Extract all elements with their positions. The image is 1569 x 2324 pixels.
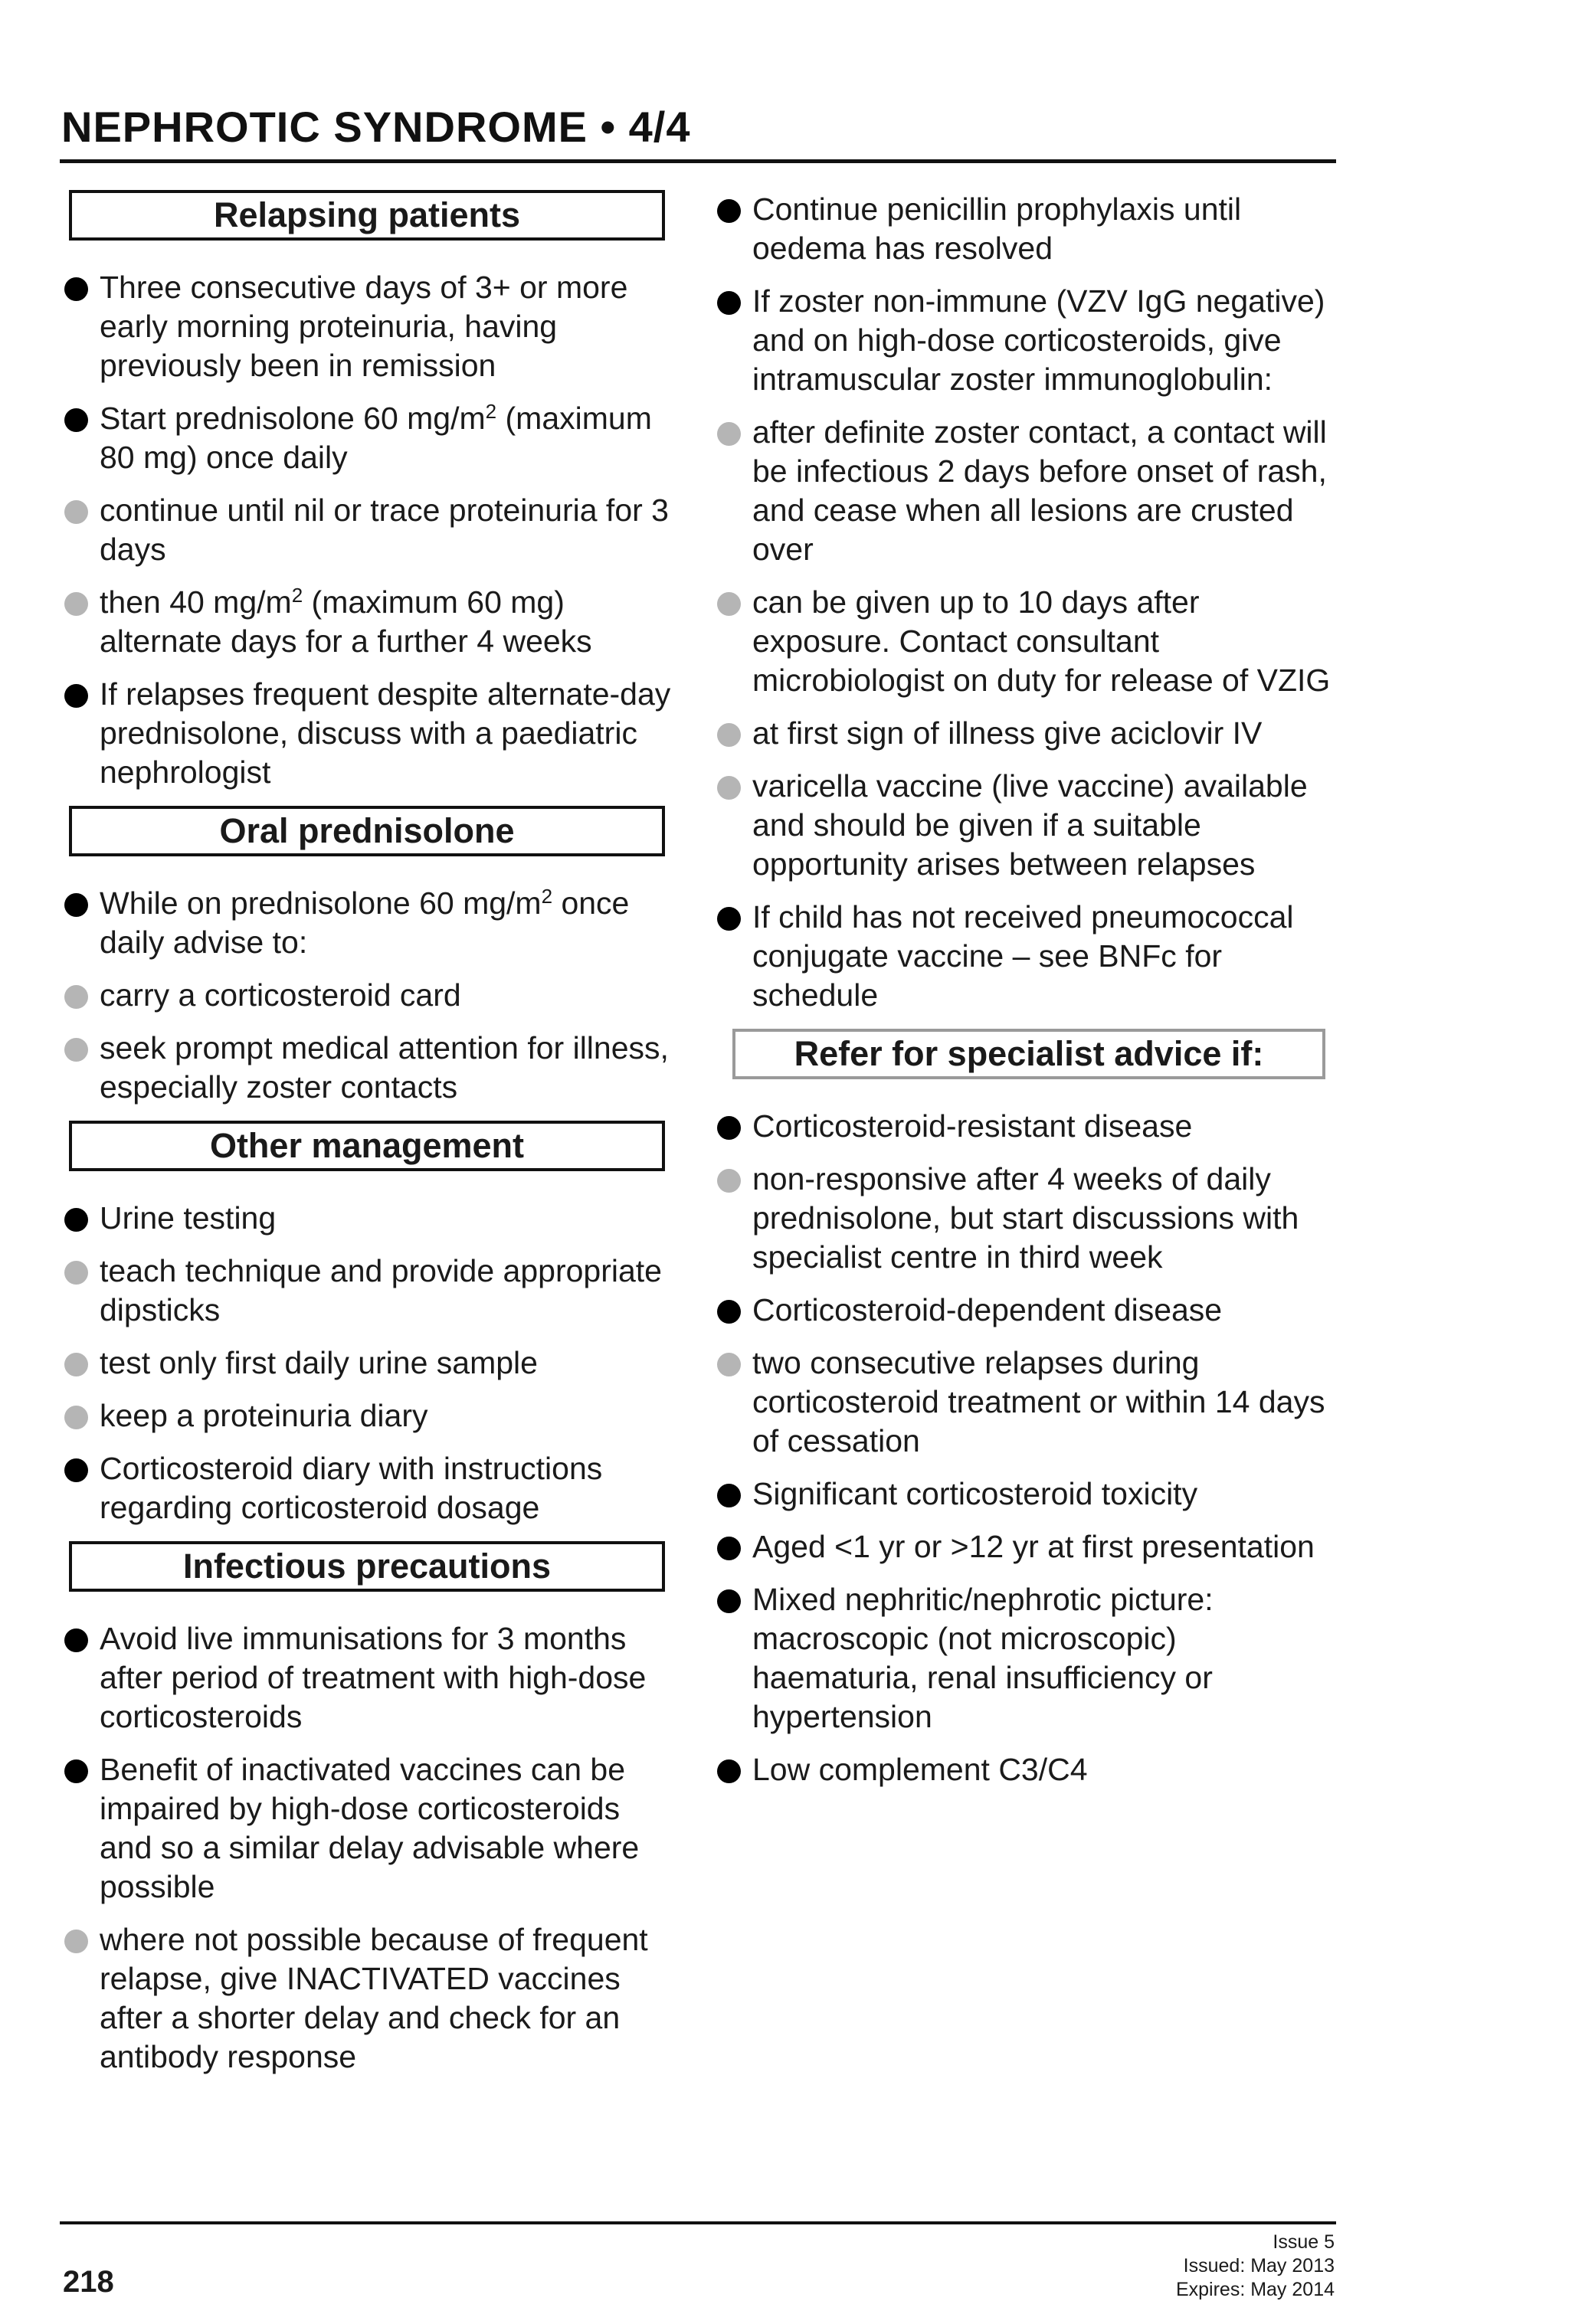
bullet-text: Aged <1 yr or >12 yr at first presentation [752,1529,1315,1564]
bullet-text: Continue penicillin prophylaxis until oedema has resolved [752,191,1242,266]
black-bullet-icon [717,1589,741,1613]
black-bullet-icon [64,1208,88,1232]
sub-bullet-item [64,1396,677,1435]
bullet-text: Corticosteroid-dependent disease [752,1292,1223,1327]
bullet-item [717,282,1336,399]
bullet-text: after definite zoster contact, a contact will be infectious 2 days before onset of rash, and cease when all lesions are crusted over [752,414,1327,567]
grey-bullet-icon [717,422,741,446]
black-bullet-icon [717,291,741,315]
bullet-text: Benefit of inactivated vaccines can be impaired by high-dose corticosteroids and so a similar delay advisable where possible [100,1752,640,1904]
issue-info [1176,2231,1335,2302]
sub-bullet-item [64,1344,677,1383]
bullet-item [717,1107,1336,1146]
bullet-item [64,399,677,477]
bullet-text: teach technique and provide appropriate dipsticks [100,1253,662,1327]
bullet-text: If zoster non-immune (VZV IgG negative) and on high-dose corticosteroids, give intramuscular zoster immunoglobulin: [752,283,1325,397]
superscript: 2 [291,584,303,607]
bullet-text: Significant corticosteroid toxicity [752,1476,1198,1511]
black-bullet-icon [64,1628,88,1652]
black-bullet-icon [717,1116,741,1140]
bullet-text: While on prednisolone 60 mg/m [100,885,542,921]
issue-number: Issue 5 [1273,2231,1335,2253]
bullet-text-tail: (maximum 80 mg) once daily [100,401,652,475]
grey-bullet-icon [717,776,741,800]
bullet-text: Avoid live immunisations for 3 months after period of treatment with high-dose corticosteroids [100,1621,647,1734]
grey-bullet-icon [64,1261,88,1285]
grey-bullet-icon [717,1169,741,1193]
black-bullet-icon [717,199,741,223]
black-bullet-icon [64,893,88,917]
black-bullet-icon [717,1300,741,1324]
bullet-text: non-responsive after 4 weeks of daily prednisolone, but start discussions with specialist centre in third week [752,1161,1299,1275]
sub-bullet-item [64,976,677,1015]
black-bullet-icon [717,907,741,931]
bullet-text: at first sign of illness give aciclovir IV [752,715,1263,751]
superscript: 2 [485,400,497,423]
footer-rule [60,2221,1336,2224]
bullet-text: If relapses frequent despite alternate-day prednisolone, discuss with a paediatric nephrologist [100,676,671,790]
black-bullet-icon [64,277,88,301]
bullet-item [64,884,677,962]
bullet-text-tail: (maximum 60 mg) alternate days for a further 4 weeks [100,584,592,659]
sub-bullet-item [717,413,1336,569]
section-heading-refer-for-specialist-advice-if: Refer for specialist advice if: [732,1029,1325,1079]
sub-bullet-item [717,583,1336,700]
bullet-item [64,1750,677,1907]
bullet-text: seek prompt medical attention for illness, especially zoster contacts [100,1030,669,1105]
black-bullet-icon [64,684,88,708]
sub-bullet-item [64,583,677,661]
sub-bullet-item [717,1344,1336,1461]
bullet-text: Mixed nephritic/nephrotic picture: macroscopic (not microscopic) haematuria, renal insufficiency or hypertension [752,1582,1214,1734]
bullet-item [717,1580,1336,1736]
sub-bullet-item [64,1029,677,1107]
issued-date: Issued: May 2013 [1183,2255,1335,2277]
bullet-item [64,1449,677,1527]
section-heading-infectious-precautions: Infectious precautions [69,1541,665,1592]
bullet-text: Low complement C3/C4 [752,1752,1088,1787]
bullet-item [717,898,1336,1015]
expiry-date: Expires: May 2014 [1175,2279,1335,2300]
bullet-item [64,675,677,792]
grey-bullet-icon [64,592,88,616]
bullet-text: varicella vaccine (live vaccine) available and should be given if a suitable opportunity arises between relapses [752,768,1308,882]
right-column [717,190,1336,1803]
section-heading-oral-prednisolone: Oral prednisolone [69,806,665,856]
page-title: NEPHROTIC SYNDROME • 4/4 [61,103,691,151]
title-rule [60,159,1336,163]
superscript: 2 [541,885,553,908]
sub-bullet-item [64,491,677,569]
grey-bullet-icon [717,1353,741,1376]
black-bullet-icon [717,1759,741,1783]
bullet-text: Start prednisolone 60 mg/m [100,401,486,436]
black-bullet-icon [717,1537,741,1560]
bullet-item [717,1527,1336,1566]
bullet-text: carry a corticosteroid card [100,977,461,1013]
grey-bullet-icon [64,985,88,1009]
black-bullet-icon [64,1759,88,1783]
bullet-text: then 40 mg/m [100,584,292,620]
bullet-text-tail: once daily advise to: [100,885,630,960]
black-bullet-icon [717,1484,741,1507]
bullet-text: Urine testing [100,1200,277,1236]
bullet-text: can be given up to 10 days after exposure. Contact consultant microbiologist on duty for release of VZIG [752,584,1331,698]
grey-bullet-icon [64,1930,88,1953]
bullet-item [717,1475,1336,1514]
bullet-text: Corticosteroid-resistant disease [752,1108,1193,1144]
page-number: 218 [63,2265,114,2299]
black-bullet-icon [64,1458,88,1482]
section-heading-relapsing-patients: Relapsing patients [69,190,665,241]
grey-bullet-icon [64,500,88,524]
bullet-text: Corticosteroid diary with instructions regarding corticosteroid dosage [100,1451,603,1525]
sub-bullet-item [717,714,1336,753]
bullet-text: keep a proteinuria diary [100,1398,428,1433]
bullet-item [717,190,1336,268]
bullet-item [64,1199,677,1238]
section-heading-other-management: Other management [69,1121,665,1171]
grey-bullet-icon [717,592,741,616]
bullet-text: continue until nil or trace proteinuria for 3 days [100,493,669,567]
bullet-item [717,1291,1336,1330]
sub-bullet-item [717,767,1336,884]
black-bullet-icon [64,408,88,432]
grey-bullet-icon [64,1353,88,1376]
left-column [64,190,677,2090]
grey-bullet-icon [64,1406,88,1429]
grey-bullet-icon [64,1038,88,1062]
sub-bullet-item [64,1252,677,1330]
bullet-text: Three consecutive days of 3+ or more early morning proteinuria, having previously been in remission [100,270,628,383]
bullet-text: two consecutive relapses during corticosteroid treatment or within 14 days of cessation [752,1345,1325,1458]
grey-bullet-icon [717,723,741,747]
bullet-item [64,268,677,385]
sub-bullet-item [717,1160,1336,1277]
bullet-text: test only first daily urine sample [100,1345,538,1380]
bullet-text: where not possible because of frequent relapse, give INACTIVATED vaccines after a shorter delay and check for an antibody response [100,1922,648,2074]
bullet-item [717,1750,1336,1789]
sub-bullet-item [64,1920,677,2077]
bullet-text: If child has not received pneumococcal conjugate vaccine – see BNFc for schedule [752,899,1294,1013]
bullet-item [64,1619,677,1736]
